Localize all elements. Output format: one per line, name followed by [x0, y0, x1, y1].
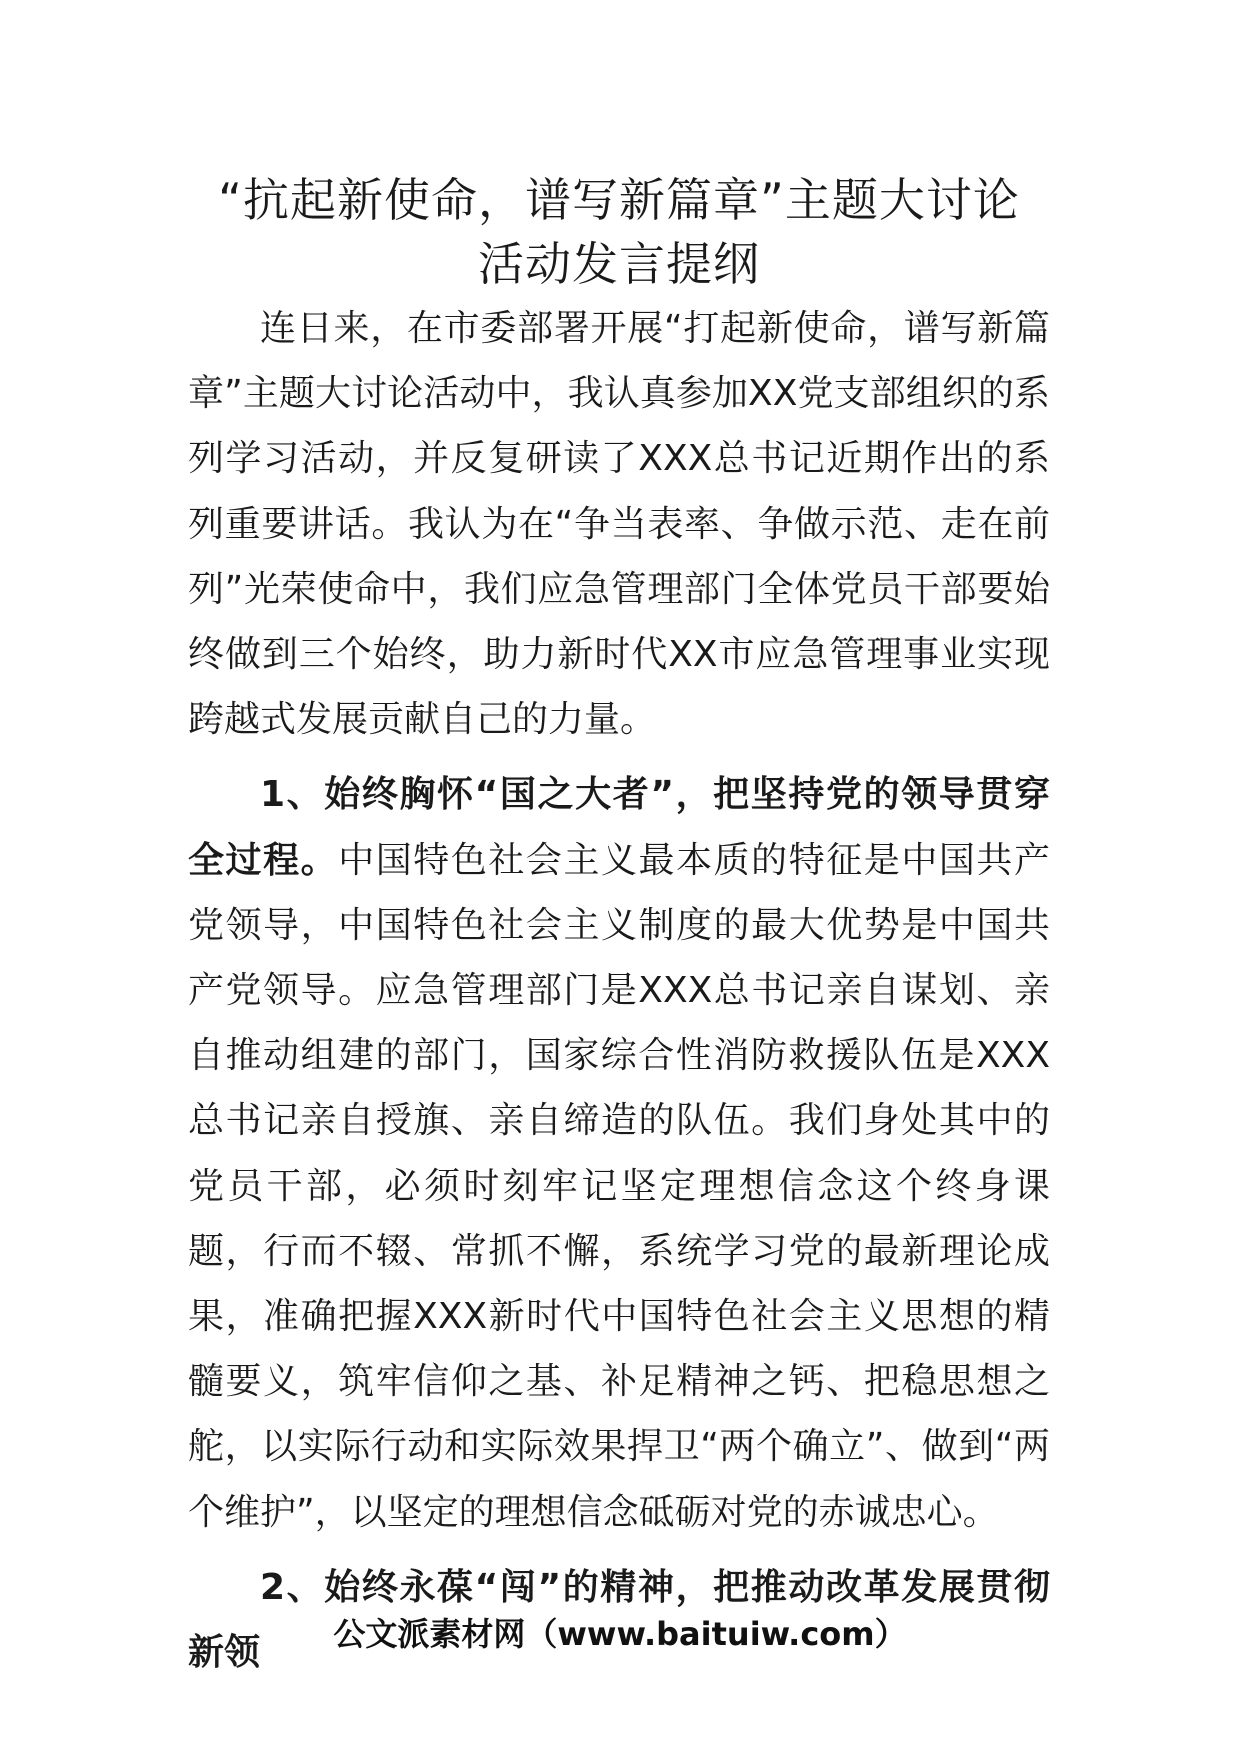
footer-watermark: 公文派素材网（www.baituiw.com）: [333, 1615, 907, 1653]
title-line-2: 活动发言提纲: [478, 237, 760, 291]
document-page: [188, 168, 1050, 1685]
document-title: [188, 168, 1050, 296]
section-2-heading: 2、始终永葆“闯”的精神，把推动改革发展贯彻新领: [188, 1566, 1050, 1674]
document-body: [188, 296, 1050, 1685]
paragraph-intro: [188, 296, 1050, 752]
section-1-heading: 1、始终胸怀“国之大者”，把坚持党的领导贯穿全过程。: [188, 774, 1050, 881]
paragraph-intro-text: 连日来，在市委部署开展“打起新使命，谱写新篇章”主题大讨论活动中，我认真参加XX党支部组织的系列学习活动，并反复研读了XXX总书记近期作出的系列重要讲话。我认为在“争当表率、争做示范、走在前列”光荣使命中，我们应急管理部门全体党员干部要始终做到三个始终，助力新时代XX市应急管理事业实现跨越式发展贡献自己的力量。: [188, 308, 1050, 741]
title-line-1: “抗起新使命，谱写新篇章”主题大讨论: [218, 173, 1020, 227]
section-1-text: 中国特色社会主义最本质的特征是中国共产党领导，中国特色社会主义制度的最大优势是中国共产党领导。应急管理部门是XXX总书记亲自谋划、亲自推动组建的部门，国家综合性消防救援队伍是XXX总书记亲自授旗、亲自缔造的队伍。我们身处其中的党员干部，必须时刻牢记坚定理想信念这个终身课题，行而不辍、常抓不懈，系统学习党的最新理论成果，准确把握XXX新时代中国特色社会主义思想的精髓要义，筑牢信仰之基、补足精神之钙、把稳思想之舵，以实际行动和实际效果捍卫“两个确立”、做到“两个维护”，以坚定的理想信念砥砺对党的赤诚忠心。: [188, 839, 1050, 1533]
paragraph-section-1: [188, 762, 1050, 1544]
